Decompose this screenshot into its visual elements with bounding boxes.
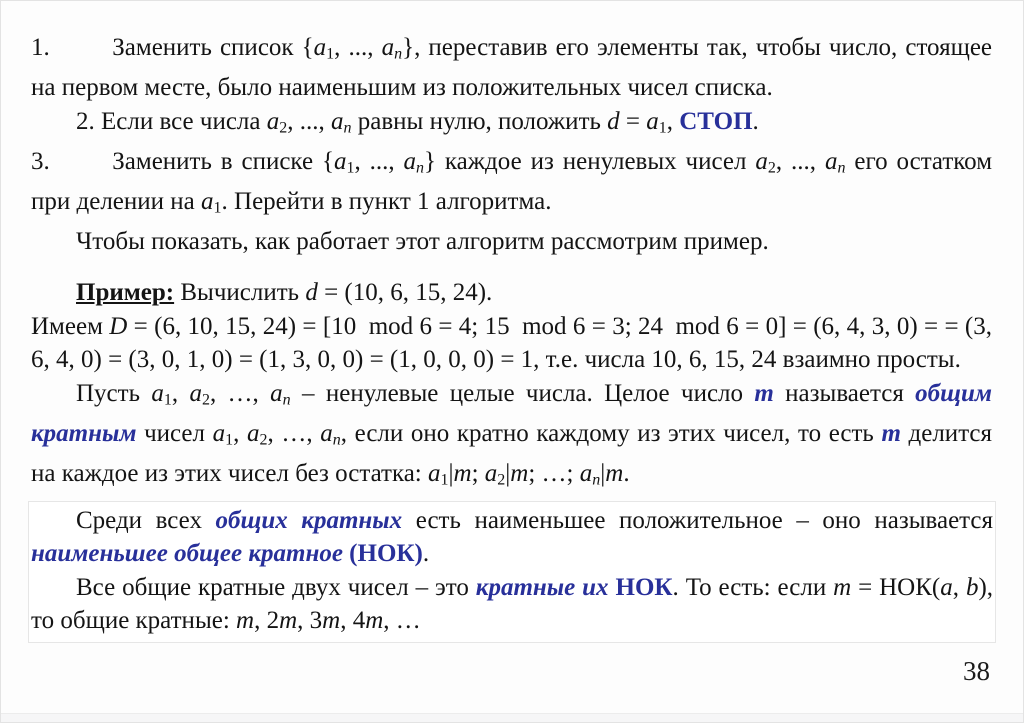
example-heading: Пример: Вычислить d = (10, 6, 15, 24).	[76, 279, 493, 307]
list-item-3: 3. Заменить в списке {a1, ..., an} каждое из ненулевых чисел a2, ..., an его остатком при делении на a1. Перейти в пункт 1 алгоритма.	[31, 147, 993, 217]
list-item-2: 2. Если все числа a2, ..., an равны нулю, положить d = a1, СТОП.	[76, 107, 759, 137]
page-number: 38	[963, 656, 990, 686]
bottom-edge	[1, 713, 1023, 722]
text-body	[1, 1, 1023, 497]
intro-example: Чтобы показать, как работает этот алгоритм рассмотрим пример.	[76, 227, 769, 255]
example-computation: Имеем D = (6, 10, 15, 24) = [10 mod 6 = 4; 15 mod 6 = 3; 24 mod 6 = 0] = (6, 4, 3, 0) = = (3, 6, 4, 0) = (3, 0, 1, 0) = (1, 3, 0, 0) = (1, 0, 0, 0) = 1, т.е. числа 10, 6, 15, 24 взаимно просты.	[31, 312, 992, 374]
definition-common-multiple: Пусть a1, a2, …, an – ненулевые целые числа. Целое число m называется общим кратным чисел a1, a2, …, an, если оно кратно каждому из этих чисел, то есть m делится на каждое из этих чисел без остатка: a1|m; a2|m; …; an|m.	[31, 379, 993, 489]
highlight-box	[28, 501, 996, 643]
list-item-1: 1. Заменить список {a1, ..., an}, переставив его элементы так, чтобы число, стоящее на первом месте, было наименьшим из положительных чисел списка.	[31, 34, 993, 102]
box-body	[31, 504, 993, 638]
box-least-common-multiple: Среди всех общих кратных есть наименьшее положительное – оно называется наименьшее общее кратное (НОК).	[31, 506, 994, 568]
box-multiples-of-lcm: Все общие кратные двух чисел – это кратные их НОК. То есть: если m = НОК(a, b), то общие кратные: m, 2m, 3m, 4m, …	[31, 573, 994, 635]
